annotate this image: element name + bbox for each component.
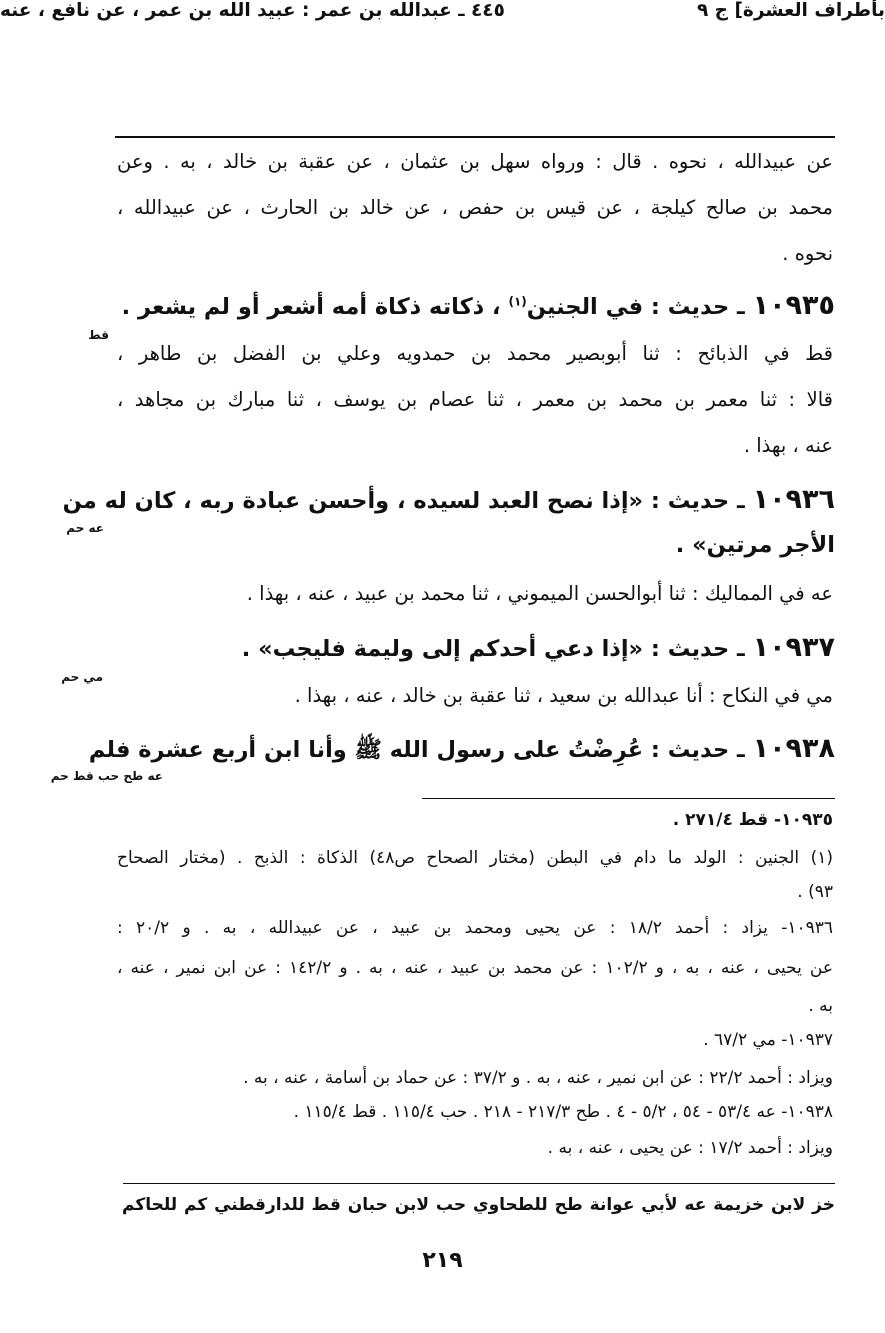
entry-heading: [62, 484, 835, 515]
entry-line: مي في النكاح : أنا عبدالله بن سعيد ، ثنا عقبة بن خالد ، عنه ، بهذا .: [294, 684, 833, 707]
legend-item: قط للدارقطني: [214, 1195, 341, 1215]
footnote-line: عن يحيى ، عنه ، به ، و ١٠٢/٢ : عن محمد بن عبيد ، عنه ، به . و ١٤٢/٢ : عن ابن نمير ، عنه ،: [117, 958, 834, 978]
footnote-line: (١) الجنين : الولد ما دام في البطن (مختار الصحاح ص٤٨) الذكاة : الذبح . (مختار الصحاح: [117, 848, 833, 868]
footnote-line: ١٠٩٣٧- مي ٦٧/٢ .: [703, 1030, 833, 1050]
footnote-line: ١٠٩٣٦- يزاد : أحمد ١٨/٢ : عن يحيى ومحمد بن عبيد ، عن عبيدالله ، به . و ٢٠/٢ :: [117, 918, 833, 938]
body-line: عن عبيدالله ، نحوه . قال : ورواه سهل بن عثمان ، عن عقبة بن خالد ، به . وعن: [117, 150, 833, 173]
entry-heading: [242, 632, 835, 663]
footnote-line: ١٠٩٣٥- قط ٢٧١/٤ .: [672, 810, 833, 830]
entry-line: عنه ، بهذا .: [743, 434, 833, 457]
entry-label: ـ حديث : في الجنين: [526, 294, 745, 320]
footnote-mark: (١): [508, 294, 527, 309]
entry-number: ١٠٩٣٦: [752, 484, 835, 515]
entry-sigla: قط: [88, 328, 109, 342]
footnote-line: ١٠٩٣٨- عه ٥٣/٤ - ٥٤ ، ٥/٢ - ٤ . طح ٢١٧/٣ - ٢١٨ . حب ١١٥/٤ . قط ١١٥/٤ .: [293, 1102, 833, 1122]
footnote-line: به .: [808, 996, 833, 1016]
entry-line: قالا : ثنا معمر بن محمد بن معمر ، ثنا عصام بن يوسف ، ثنا مبارك بن مجاهد ،: [117, 388, 833, 411]
header-rule: [115, 136, 835, 138]
legend-item: خز لابن خزيمة: [713, 1195, 835, 1215]
legend-rule: [123, 1183, 835, 1184]
entry-label: ـ حديث : «إذا دعي أحدكم إلى وليمة فليجب» .: [241, 636, 745, 662]
entry-number: ١٠٩٣٨: [752, 733, 835, 764]
entry-sigla: مي حم: [61, 670, 103, 684]
entry-heading: [88, 733, 835, 769]
body-line: محمد بن صالح كيلجة ، عن قيس بن حفص ، عن خالد بن الحارث ، عن عبيدالله ،: [117, 196, 833, 219]
entry-text: الأجر مرتين» .: [675, 532, 835, 558]
header-volume: بأطراف العشرة] ج ٩: [696, 0, 885, 21]
entry-heading: [122, 290, 835, 321]
legend-item: كم للحاكم: [122, 1195, 208, 1215]
running-header: [0, 0, 885, 34]
sigla-legend: [122, 1195, 835, 1215]
entry-label: ـ حديث : عُرِضْتُ على رسول الله ﷺ وأنا ابن أربع عشرة فلم: [88, 737, 745, 763]
legend-item: طح للطحاوي: [473, 1195, 583, 1215]
entry-label: ـ حديث : «إذا نصح العبد لسيده ، وأحسن عبادة ربه ، كان له من: [62, 488, 745, 514]
header-chain: ٤٤٥ ـ عبدالله بن عمر : عبيد الله بن عمر ، عن نافع ، عنه: [0, 0, 505, 21]
entry-line: عه في المماليك : ثنا أبوالحسن الميموني ، ثنا محمد بن عبيد ، عنه ، بهذا .: [246, 582, 833, 605]
footnote-line: ويزاد : أحمد ٢٢/٢ : عن ابن نمير ، عنه ، به . و ٣٧/٢ : عن حماد بن أسامة ، عنه ، به .: [243, 1068, 833, 1088]
body-line: نحوه .: [782, 242, 833, 265]
entry-sigla: عه طح حب قط حم: [50, 769, 163, 783]
legend-item: حب لابن حبان: [347, 1195, 467, 1215]
entry-line: قط في الذبائح : ثنا أبوبصير محمد بن حمدويه وعلي بن الفضل بن طاهر ،: [117, 342, 833, 365]
footnote-line: ويزاد : أحمد ١٧/٢ : عن يحيى ، عنه ، به .: [547, 1138, 833, 1158]
footnote-rule: [422, 798, 835, 799]
legend-item: عه لأبي عوانة: [589, 1195, 707, 1215]
entry-number: ١٠٩٣٧: [752, 632, 835, 663]
entry-number: ١٠٩٣٥: [752, 290, 835, 321]
page-number: ٢١٩: [422, 1248, 463, 1273]
footnote-line: ٩٣) .: [797, 882, 833, 902]
entry-sigla: عه حم: [66, 521, 104, 535]
entry-text: ، ذكاته ذكاة أمه أشعر أو لم يشعر .: [121, 294, 501, 320]
